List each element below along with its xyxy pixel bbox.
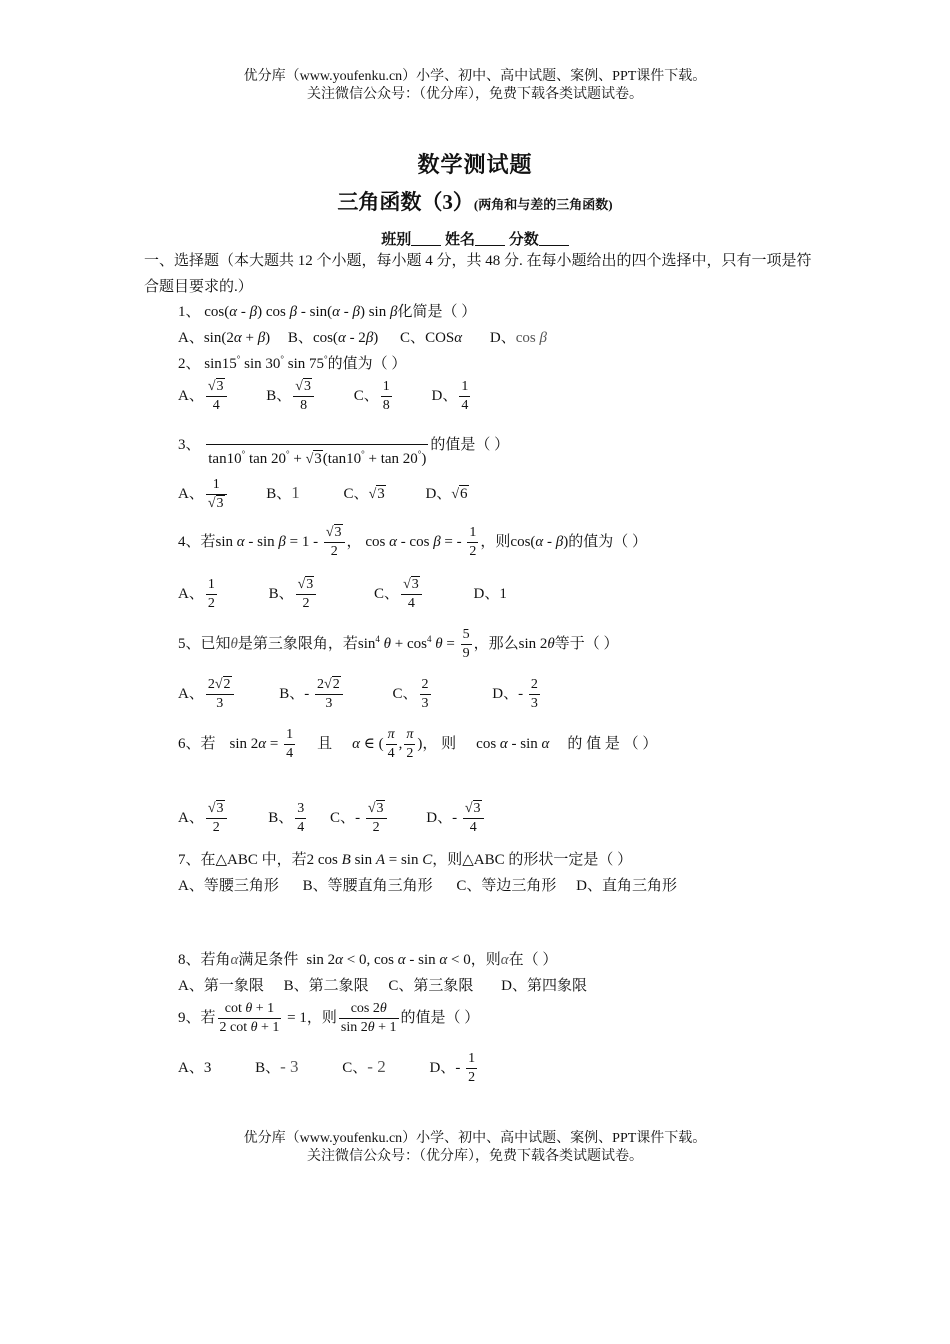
q3-options (178, 476, 469, 513)
q1-option-d: cos β (515, 330, 547, 346)
q2-option-c: $\frac{1}{8}$ (382, 379, 390, 413)
q6-stem-end: 的 值 是 （ ） (567, 735, 658, 752)
q9-formula-2: $\frac{\cos 2\theta}{\sin 2\theta + 1}$ (340, 1001, 397, 1035)
q7-options (178, 874, 677, 895)
q5-option-b-label[interactable]: B、 (279, 685, 305, 702)
q4-option-a-label[interactable]: A、 (178, 585, 204, 602)
q4-option-c: $\frac{√3}{4}$ (401, 576, 422, 613)
score-blank[interactable] (539, 231, 569, 246)
q9-option-b-value: 3 (290, 1056, 299, 1076)
q5-theta: θ (230, 635, 238, 652)
q8-formula: sin 2α < 0, cos α - sin α < 0 (306, 952, 471, 968)
footer-line-1: 优分库（www.youfenku.cn）小学、初中、高中试题、案例、PPT课件下载。 (243, 1131, 707, 1146)
q8-option-d[interactable]: D、第四象限 (501, 978, 587, 994)
q9-option-d: - $\frac{1}{2}$ (455, 1051, 476, 1085)
q7-option-b[interactable]: B、等腰直角三角形 (302, 878, 433, 894)
q9-option-a-label[interactable]: A、 (178, 1059, 204, 1076)
q2-option-d-label[interactable]: D、 (431, 387, 458, 404)
q7-formula: 2 cos B sin A = sin C (306, 852, 433, 868)
q5-option-a: $\frac{2√2}{3}$ (206, 676, 234, 713)
q5-then: ，那么 (473, 635, 519, 652)
q4-then: ，则 (480, 533, 511, 550)
question-9 (178, 1000, 479, 1037)
q7-stem-end: ，则△ABC 的形状一定是（ ） (432, 852, 633, 868)
q1-option-d-label[interactable]: D、 (489, 330, 516, 346)
header-line-2: 关注微信公众号：（优分库），免费下载各类试题试卷。 (307, 87, 643, 102)
q4-separator: ， (346, 533, 362, 550)
q5-option-b: - $\frac{2√2}{3}$ (304, 686, 344, 702)
q6-formula-3: cos α - sin α (476, 735, 550, 752)
q5-number: 5、已知 (178, 635, 231, 652)
question-6 (178, 726, 657, 763)
q9-option-c: - 2 (367, 1056, 386, 1076)
question-3 (178, 426, 509, 469)
q1-option-c: COSα (425, 330, 463, 346)
q3-option-b: 1 (291, 482, 300, 502)
q3-stem-end: 的值是（ ） (430, 437, 510, 453)
q1-option-b: cos(α - 2β) (312, 330, 379, 346)
q7-number: 7、在△ABC 中，若 (178, 852, 307, 868)
q6-option-c-label[interactable]: C、 (330, 809, 356, 826)
q3-option-d: √6 (451, 485, 468, 502)
question-8 (178, 948, 557, 969)
q7-option-a[interactable]: A、等腰三角形 (178, 878, 279, 894)
q6-then: ， 则 (422, 735, 457, 752)
q9-option-d-label[interactable]: D、 (429, 1059, 456, 1076)
q2-option-a-label[interactable]: A、 (178, 387, 204, 404)
question-2 (178, 352, 406, 373)
section-1-instructions: 一、选择题（本大题共 12 个小题，每小题 4 分，共 48 分. 在每小题给出的四个选择中，只有一项是符合题目要求的.） (144, 253, 812, 295)
class-blank[interactable] (411, 231, 441, 246)
score-label: 分数 (508, 232, 539, 248)
q8-option-b[interactable]: B、第二象限 (283, 978, 369, 994)
q5-formula: $\sin^4 \theta + \cos^4 \theta$ = $\frac{5}{9}$ (357, 627, 470, 661)
q8-number: 8、若角 (178, 952, 231, 968)
q8-options (178, 974, 587, 995)
q1-options (178, 326, 547, 347)
q5-option-d-label[interactable]: D、 (492, 685, 519, 702)
q6-option-b: $\frac{3}{4}$ (297, 801, 305, 835)
q6-option-d: - $\frac{√3}{4}$ (452, 810, 485, 826)
q4-option-c-label[interactable]: C、 (374, 585, 400, 602)
q5-options (178, 676, 542, 713)
q3-number: 3、 (178, 437, 201, 453)
question-5 (178, 626, 619, 663)
q2-option-d: $\frac{1}{4}$ (461, 379, 469, 413)
q6-options (178, 800, 486, 837)
q9-formula-1: $\frac{\text{cot θ + 1}}{\text{2 cot θ + 1}}$ = 1 (219, 1001, 307, 1035)
q5-condition: 是第三象限角，若 (237, 635, 358, 652)
q9-option-c-label[interactable]: C、 (342, 1059, 368, 1076)
q2-formula: sin15° sin 30° sin 75° (204, 354, 328, 372)
q2-stem-end: 的值为（ ） (327, 356, 407, 372)
q8-then: ，则 (470, 952, 501, 968)
q4-formula-2: cos α - cos β = - $\frac{1}{2}$ (365, 525, 477, 559)
name-blank[interactable] (475, 231, 505, 246)
q9-option-c-value: 2 (377, 1056, 386, 1076)
q7-option-c[interactable]: C、等边三角形 (456, 878, 557, 894)
q9-option-a: 3 (203, 1059, 212, 1076)
q4-formula-1: sin α - sin β = 1 - $\frac{√3}{2}$ (216, 534, 347, 550)
q7-option-d[interactable]: D、直角三角形 (576, 878, 677, 894)
q6-and: 且 (317, 735, 333, 752)
q6-option-a-label[interactable]: A、 (178, 809, 204, 826)
q8-alpha-2: α (500, 952, 509, 968)
q9-option-b: - 3 (280, 1056, 299, 1076)
q5-stem-end: 等于（ ） (554, 635, 619, 652)
q2-number: 2、 (178, 356, 201, 372)
q9-then: ，则 (306, 1009, 337, 1026)
question-7 (178, 848, 632, 869)
page-title: 数学测试题 (417, 152, 533, 177)
q8-option-c[interactable]: C、第三象限 (388, 978, 474, 994)
q4-formula-3: cos(α - β) (510, 533, 569, 550)
q4-option-b-label[interactable]: B、 (268, 585, 294, 602)
q1-option-b-label[interactable]: B、 (287, 330, 313, 346)
name-label: 姓名 (444, 232, 475, 248)
q1-formula: cos(α - β) cos β - sin(α - β) sin β (204, 304, 398, 320)
q3-option-b-label[interactable]: B、 (266, 485, 292, 502)
q3-option-a: $\frac{1}{√3}$ (206, 476, 227, 513)
class-label: 班别 (381, 232, 412, 248)
q1-number: 1、 (178, 304, 201, 320)
q9-option-b-label[interactable]: B、 (255, 1059, 281, 1076)
q5-option-c: $\frac{2}{3}$ (421, 677, 429, 711)
q3-option-c: √3 (368, 485, 385, 502)
question-1 (178, 300, 476, 321)
q5-option-a-label[interactable]: A、 (178, 685, 204, 702)
page-subtitle (0, 186, 950, 216)
q8-condition: 满足条件 (238, 952, 299, 968)
subtitle-text: 三角函数（3） (337, 190, 474, 214)
q1-option-c-label[interactable]: C、 (400, 330, 426, 346)
q1-option-a: sin(2α + β) (203, 330, 271, 346)
q4-option-b: $\frac{√3}{2}$ (296, 576, 317, 613)
q8-stem-end: 在（ ） (508, 952, 558, 968)
q2-option-b: $\frac{√3}{8}$ (293, 378, 314, 415)
q5-target: sin 2θ (518, 635, 555, 652)
q8-option-a[interactable]: A、第一象限 (178, 978, 264, 994)
q2-options (178, 378, 472, 415)
q2-option-a: $\frac{√3}{4}$ (206, 378, 227, 415)
q2-option-c-label[interactable]: C、 (353, 387, 379, 404)
q6-option-c: - $\frac{√3}{2}$ (355, 810, 388, 826)
q5-option-d: - $\frac{2}{3}$ (518, 677, 538, 711)
q4-options (178, 576, 507, 613)
q1-stem-end: 化简是（ ） (397, 304, 477, 320)
q4-option-a: $\frac{1}{2}$ (207, 577, 215, 611)
q3-option-c-label[interactable]: C、 (343, 485, 369, 502)
q6-option-d-label[interactable]: D、 (426, 809, 453, 826)
subtitle-note: (两角和与差的三角函数) (473, 197, 613, 212)
q8-alpha: α (230, 952, 239, 968)
q4-option-d: 1 (499, 585, 507, 602)
q4-stem-end: 的值为（ ） (568, 533, 648, 550)
q9-stem-end: 的值是（ ） (400, 1009, 480, 1026)
q4-number: 4、若 (178, 533, 216, 550)
q9-number: 9、若 (178, 1009, 216, 1026)
q3-option-d-label[interactable]: D、 (425, 485, 452, 502)
q6-number: 6、若 (178, 735, 216, 752)
q6-option-a: $\frac{√3}{2}$ (206, 800, 227, 837)
question-4 (178, 524, 647, 561)
student-info (0, 228, 950, 249)
q9-options (178, 1050, 479, 1087)
footer-line-2: 关注微信公众号：（优分库），免费下载各类试题试卷。 (307, 1149, 643, 1164)
q3-option-a-label[interactable]: A、 (178, 485, 204, 502)
q3-formula: tan10° tan 20° + √3(tan10° + tan 20°) (206, 426, 428, 469)
header-line-1: 优分库（www.youfenku.cn）小学、初中、高中试题、案例、PPT课件下载。 (243, 69, 707, 84)
q6-option-b-label[interactable]: B、 (268, 809, 294, 826)
q5-option-c-label[interactable]: C、 (392, 685, 418, 702)
q6-formula-1: sin 2α = $\frac{1}{4}$ (229, 727, 294, 761)
q6-formula-2: α ∈ ( $\frac{\pi}{4}$ , $\frac{\pi}{2}$ ) (352, 727, 423, 761)
q2-option-b-label[interactable]: B、 (266, 387, 292, 404)
q1-option-a-label[interactable]: A、 (178, 330, 204, 346)
q4-option-d-label[interactable]: D、 (473, 585, 500, 602)
